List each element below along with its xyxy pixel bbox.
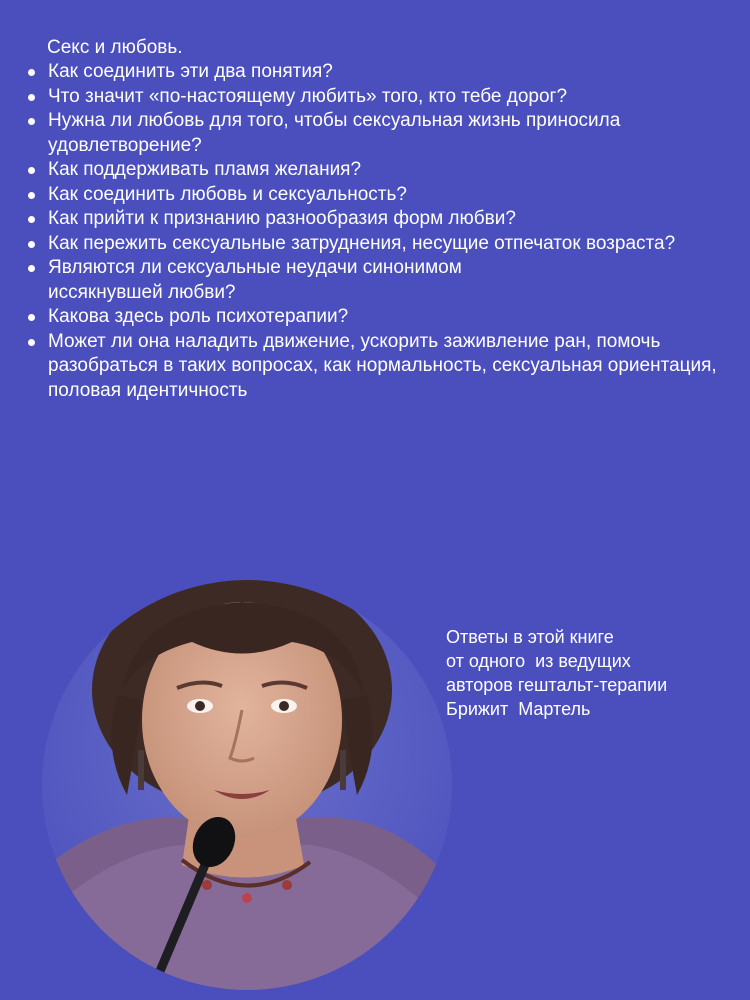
answer-line: авторов гештальт-терапии <box>446 675 668 695</box>
question-text: Являются ли сексуальные неудачи синонимом иссякнувшей любви? <box>48 257 462 303</box>
list-item <box>24 305 734 330</box>
bullet-icon <box>28 69 35 76</box>
bullet-icon <box>28 192 35 199</box>
bullet-icon <box>28 118 35 125</box>
list-item <box>24 207 734 232</box>
list-item <box>24 158 734 183</box>
question-text: Как пережить сексуальные затруднения, несущие отпечаток возраста? <box>48 232 676 254</box>
question-text: Нужна ли любовь для того, чтобы сексуальная жизнь приносила удовлетворение? <box>48 110 621 156</box>
bullet-icon <box>28 265 35 272</box>
bullet-icon <box>28 241 35 248</box>
question-text: Может ли она наладить движение, ускорить заживление ран, помочь разобраться в таких вопросах, как нормальность, сексуальная ориентация, половая идентичность <box>48 330 717 401</box>
answer-line: Брижит Мартель <box>446 699 591 719</box>
bullet-icon <box>28 339 35 346</box>
list-item <box>24 330 734 404</box>
question-text: Как соединить эти два понятия? <box>48 61 333 82</box>
answer-caption <box>446 625 746 721</box>
list-item <box>24 232 734 257</box>
list-item <box>24 60 734 85</box>
question-text: Как прийти к признанию разнообразия форм любви? <box>48 208 516 229</box>
answer-line: от одного из ведущих <box>446 651 631 671</box>
question-text: Что значит «по-настоящему любить» того, кто тебе дорог? <box>48 85 568 107</box>
bullet-icon <box>28 167 35 174</box>
bullet-icon <box>28 314 35 321</box>
answer-line: Ответы в этой книге <box>446 627 614 647</box>
question-text: Как поддерживать пламя желания? <box>48 159 362 180</box>
author-photo-illustration <box>42 580 452 990</box>
list-item <box>24 256 734 305</box>
author-portrait <box>42 580 452 990</box>
list-item <box>24 85 734 110</box>
question-text: Какова здесь роль психотерапии? <box>48 306 349 327</box>
intro-heading: Секс и любовь. <box>47 37 183 58</box>
bullet-icon <box>28 94 35 101</box>
questions-list <box>24 60 734 403</box>
list-item <box>24 109 734 158</box>
question-text: Как соединить любовь и сексуальность? <box>48 183 407 205</box>
bullet-icon <box>28 216 35 223</box>
list-item <box>24 183 734 208</box>
